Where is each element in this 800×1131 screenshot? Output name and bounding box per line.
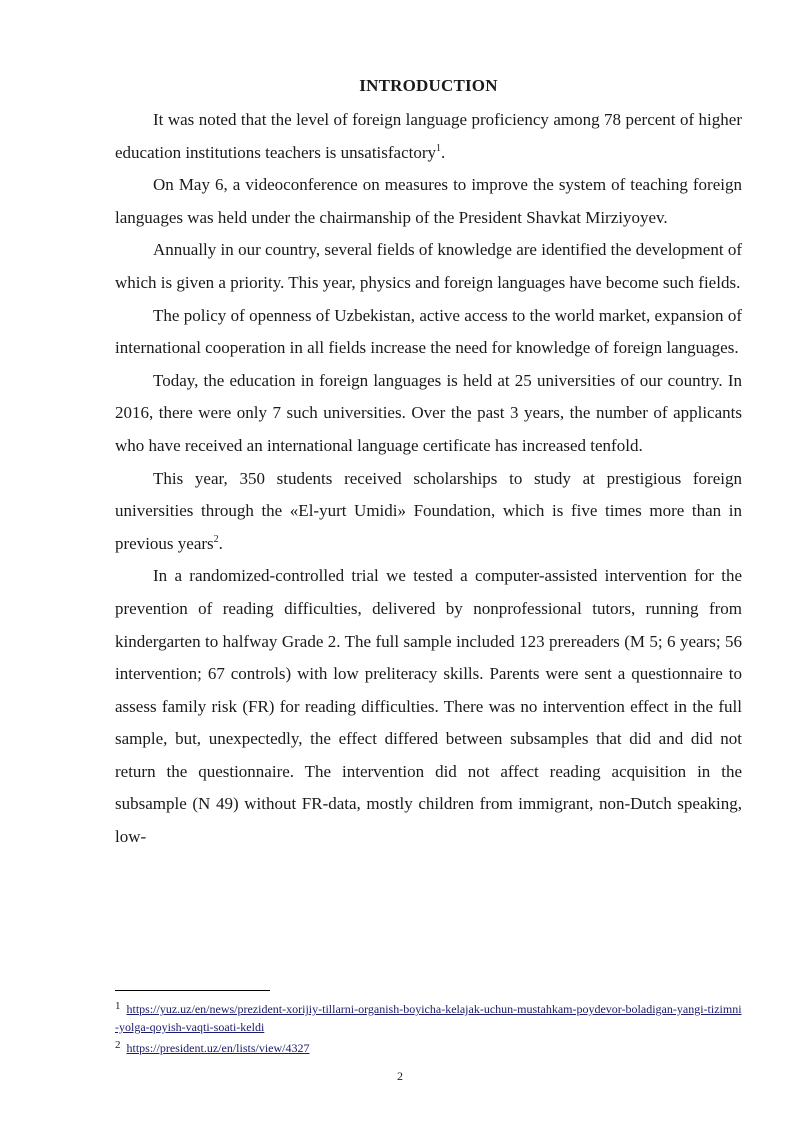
paragraph-3: Annually in our country, several fields of knowledge are identified the development of which is given a priority. This year, physics and foreign languages have become such fields. [115,240,742,292]
page-body [115,76,742,854]
section-heading: INTRODUCTION [359,76,498,95]
paragraph-text: It was noted that the level of foreign language proficiency among 78 percent of higher education institutions teachers is unsatisfactory [115,110,742,162]
paragraph-2: On May 6, a videoconference on measures to improve the system of teaching foreign languages was held under the chairmanship of the President Shavkat Mirziyoyev. [115,175,742,227]
footnote-2 [115,1036,742,1057]
paragraph-6 [115,463,742,561]
footnote-link-2[interactable]: https://president.uz/en/lists/view/4327 [126,1041,310,1055]
footnote-divider [115,990,270,991]
paragraph-1 [115,104,742,169]
paragraph-tail: . [441,142,446,162]
paragraph-7: In a randomized-controlled trial we tested a computer-assisted intervention for the prevention of reading difficulties, delivered by nonprofessional tutors, running from kindergarten to halfway Grade 2. The full sample included 123 prereaders (M 5; 6 years; 56 intervention; 67 controls) with low preliteracy skills. Parents were sent a questionnaire to assess family risk (FR) for reading difficulties. There was no intervention effect in the full sample, but, unexpectedly, the effect differed between subsamples that did and did not return the questionnaire. The intervention did not affect reading acquisition in the subsample (N 49) without FR-data, mostly children from immigrant, non-Dutch speaking, low- [115,566,742,847]
footnote-ref-1[interactable]: 1 [436,142,442,154]
footnote-ref-2[interactable]: 2 [213,533,219,545]
footnote-mark: 2 [115,1039,121,1051]
footnote-1 [115,997,742,1036]
page-number: 2 [397,1069,403,1083]
footnote-mark: 1 [115,1000,121,1012]
paragraph-4: The policy of openness of Uzbekistan, active access to the world market, expansion of international cooperation in all fields increase the need for knowledge of foreign languages. [115,305,742,358]
paragraph-tail: . [218,533,223,553]
paragraph-5: Today, the education in foreign languages is held at 25 universities of our country. In 2016, there were only 7 such universities. Over the past 3 years, the number of applicants who have received an international language certificate has increased tenfold. [115,370,742,455]
paragraph-text: This year, 350 students received scholarships to study at prestigious foreign universities through the «El-yurt Umidi» Foundation, which is five times more than in previous years [115,468,742,553]
footnote-link-1[interactable]: https://yuz.uz/en/news/prezident-xorijiy-tillarni-organish-boyicha-kelajak-uchun-mustahkam-poydevor-boladigan-yangi-tizimni-yolga-qoyish-vaqti-soati-keldi [115,1002,742,1034]
footnotes [115,990,742,1057]
